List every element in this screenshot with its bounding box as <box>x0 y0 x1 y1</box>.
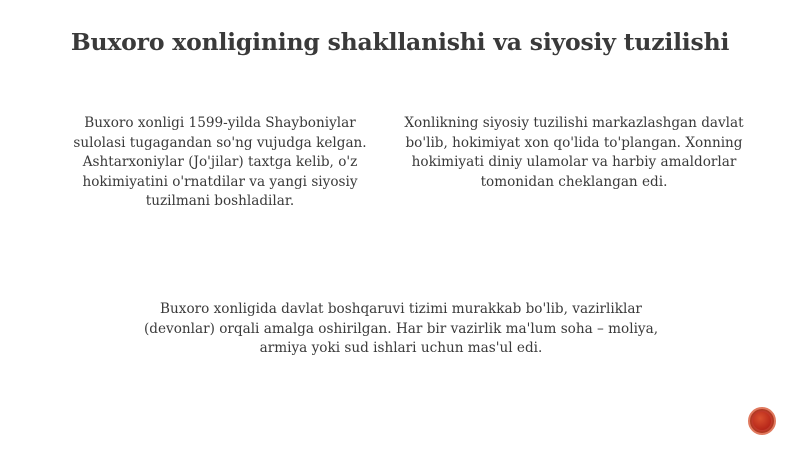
next-slide-circle-icon <box>753 412 771 430</box>
paragraph-right: Xonlikning siyosiy tuzilishi markazlashgan davlat bo'lib, hokimiyat xon qo'lida to'plangan. Xonning hokimiyati diniy ulamolar va harbiy amaldorlar tomonidan cheklangan edi. <box>404 115 744 190</box>
paragraph-left: Buxoro xonligi 1599-yilda Shayboniylar sulolasi tugagandan so'ng vujudga kelgan. Ashtarxoniylar (Jo'jilar) taxtga kelib, o'z hokimiyatini o'rnatdilar va yangi siyosiy tuzilmani boshladilar. <box>73 115 367 209</box>
slide-title: Buxoro xonligining shakllanishi va siyosiy tuzilishi <box>70 28 730 56</box>
next-slide-button[interactable] <box>748 407 776 435</box>
paragraph-bottom: Buxoro xonligida davlat boshqaruvi tizimi murakkab bo'lib, vazirliklar (devonlar) orqali amalga oshirilgan. Har bir vazirlik ma'lum soha – moliya, armiya yoki sud ishlari uchun mas'ul edi. <box>143 301 659 356</box>
